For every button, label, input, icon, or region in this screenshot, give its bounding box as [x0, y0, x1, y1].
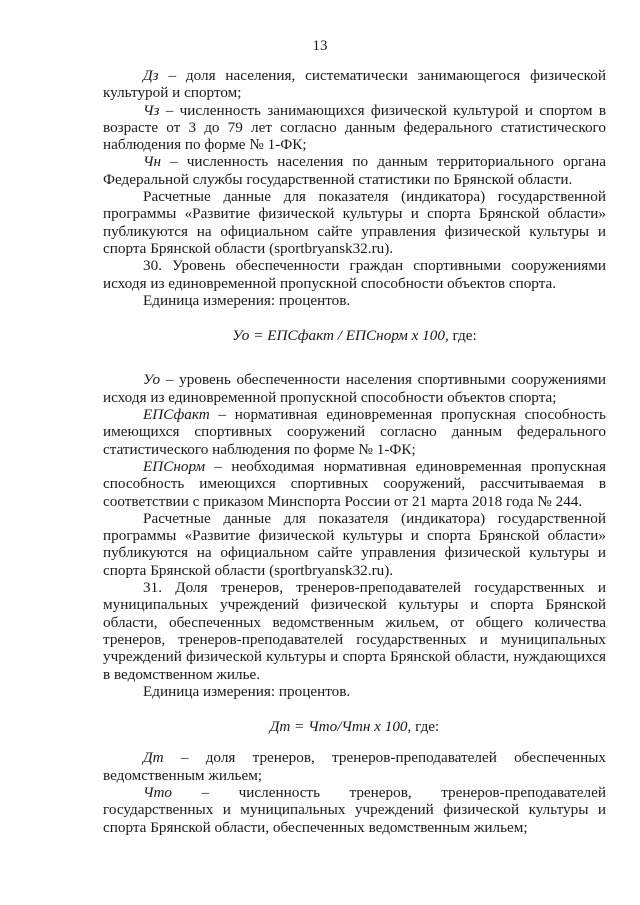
definition-chn-text: – численность населения по данным территориального органа Федеральной службы государственной статистики по Брянской области.	[103, 153, 606, 188]
formula-dt-expression: Дт = Что/Чтн х 100	[269, 718, 408, 736]
definition-chz	[103, 102, 606, 154]
definition-uo-text: – уровень обеспеченности населения спортивными сооружениями исходя из единовременной пропускной способности объектов спорта;	[103, 371, 606, 406]
definition-epsfact-text: – нормативная единовременная пропускная способность имеющихся спортивных сооружений согласно данным федерального статистического наблюдения по форме № 1-ФК;	[103, 406, 606, 458]
term-chz: Чз	[143, 101, 160, 119]
definition-epsfact	[103, 406, 606, 458]
definition-dt-text: – доля тренеров, тренеров-преподавателей обеспеченных ведомственным жильем;	[103, 749, 606, 784]
term-uo: Уо	[143, 371, 161, 389]
definition-chn	[103, 153, 606, 188]
page-number: 13	[312, 38, 328, 54]
document-body	[103, 67, 606, 836]
term-epsfact: ЕПСфакт	[143, 406, 210, 424]
term-chto: Что	[143, 783, 173, 801]
section-31-paragraph: 31. Доля тренеров, тренеров-преподавателей государственных и муниципальных учреждений физической культуры и спорта Брянской области, обеспеченных ведомственным жильем, от общего количества тренеров, тренеров-преподавателей государственных и муниципальных учреждений физической культуры и спорта Брянской области, нуждающихся в ведомственном жилье.	[103, 579, 606, 683]
definition-uo	[103, 371, 606, 406]
formula-dt-suffix: , где:	[407, 718, 440, 736]
calc-data-paragraph-1: Расчетные данные для показателя (индикатора) государственной программы «Развитие физической культуры и спорта Брянской области» публикуются на официальном сайте управления физической культуры и спорта Брянской области (sportbryansk32.ru).	[103, 188, 606, 257]
definition-dz	[103, 67, 606, 102]
term-dt: Дт	[143, 749, 164, 767]
term-chn: Чн	[143, 153, 161, 171]
term-epsnorm: ЕПСнорм	[143, 457, 206, 475]
unit-paragraph-2: Единица измерения: процентов.	[143, 682, 351, 700]
formula-uo-expression: Уо = ЕПСфакт / ЕПСнорм х 100	[232, 327, 445, 345]
definition-chto	[103, 784, 606, 836]
formula-uo-suffix: , где:	[444, 327, 477, 345]
calc-data-paragraph-2: Расчетные данные для показателя (индикатора) государственной программы «Развитие физической культуры и спорта Брянской области» публикуются на официальном сайте управления физической культуры и спорта Брянской области (sportbryansk32.ru).	[103, 509, 606, 579]
section-30-paragraph: 30. Уровень обеспеченности граждан спортивными сооружениями исходя из единовременной пропускной способности объектов спорта.	[103, 257, 606, 292]
definition-dt	[103, 749, 606, 784]
definition-chto-text: – численность тренеров, тренеров-преподавателей государственных и муниципальных учреждений физической культуры и спорта Брянской области, обеспеченных ведомственным жильем;	[103, 783, 606, 836]
term-dz: Дз	[143, 67, 159, 84]
definition-epsnorm-text: – необходимая нормативная единовременная пропускная способность имеющихся спортивных сооружений, рассчитываемая в соответствии с приказом Минспорта России от 21 марта 2018 года № 244.	[103, 457, 606, 510]
definition-epsnorm	[103, 458, 606, 510]
formula-dt	[103, 718, 606, 735]
definition-chz-text: – численность занимающихся физической культурой и спортом в возрасте от 3 до 79 лет согласно данным федерального статистического наблюдения по форме № 1-ФК;	[103, 101, 606, 154]
unit-paragraph-1: Единица измерения: процентов.	[143, 291, 351, 309]
formula-uo	[103, 327, 606, 344]
definition-dz-text: – доля населения, систематически занимающегося физической культурой и спортом;	[103, 67, 606, 102]
